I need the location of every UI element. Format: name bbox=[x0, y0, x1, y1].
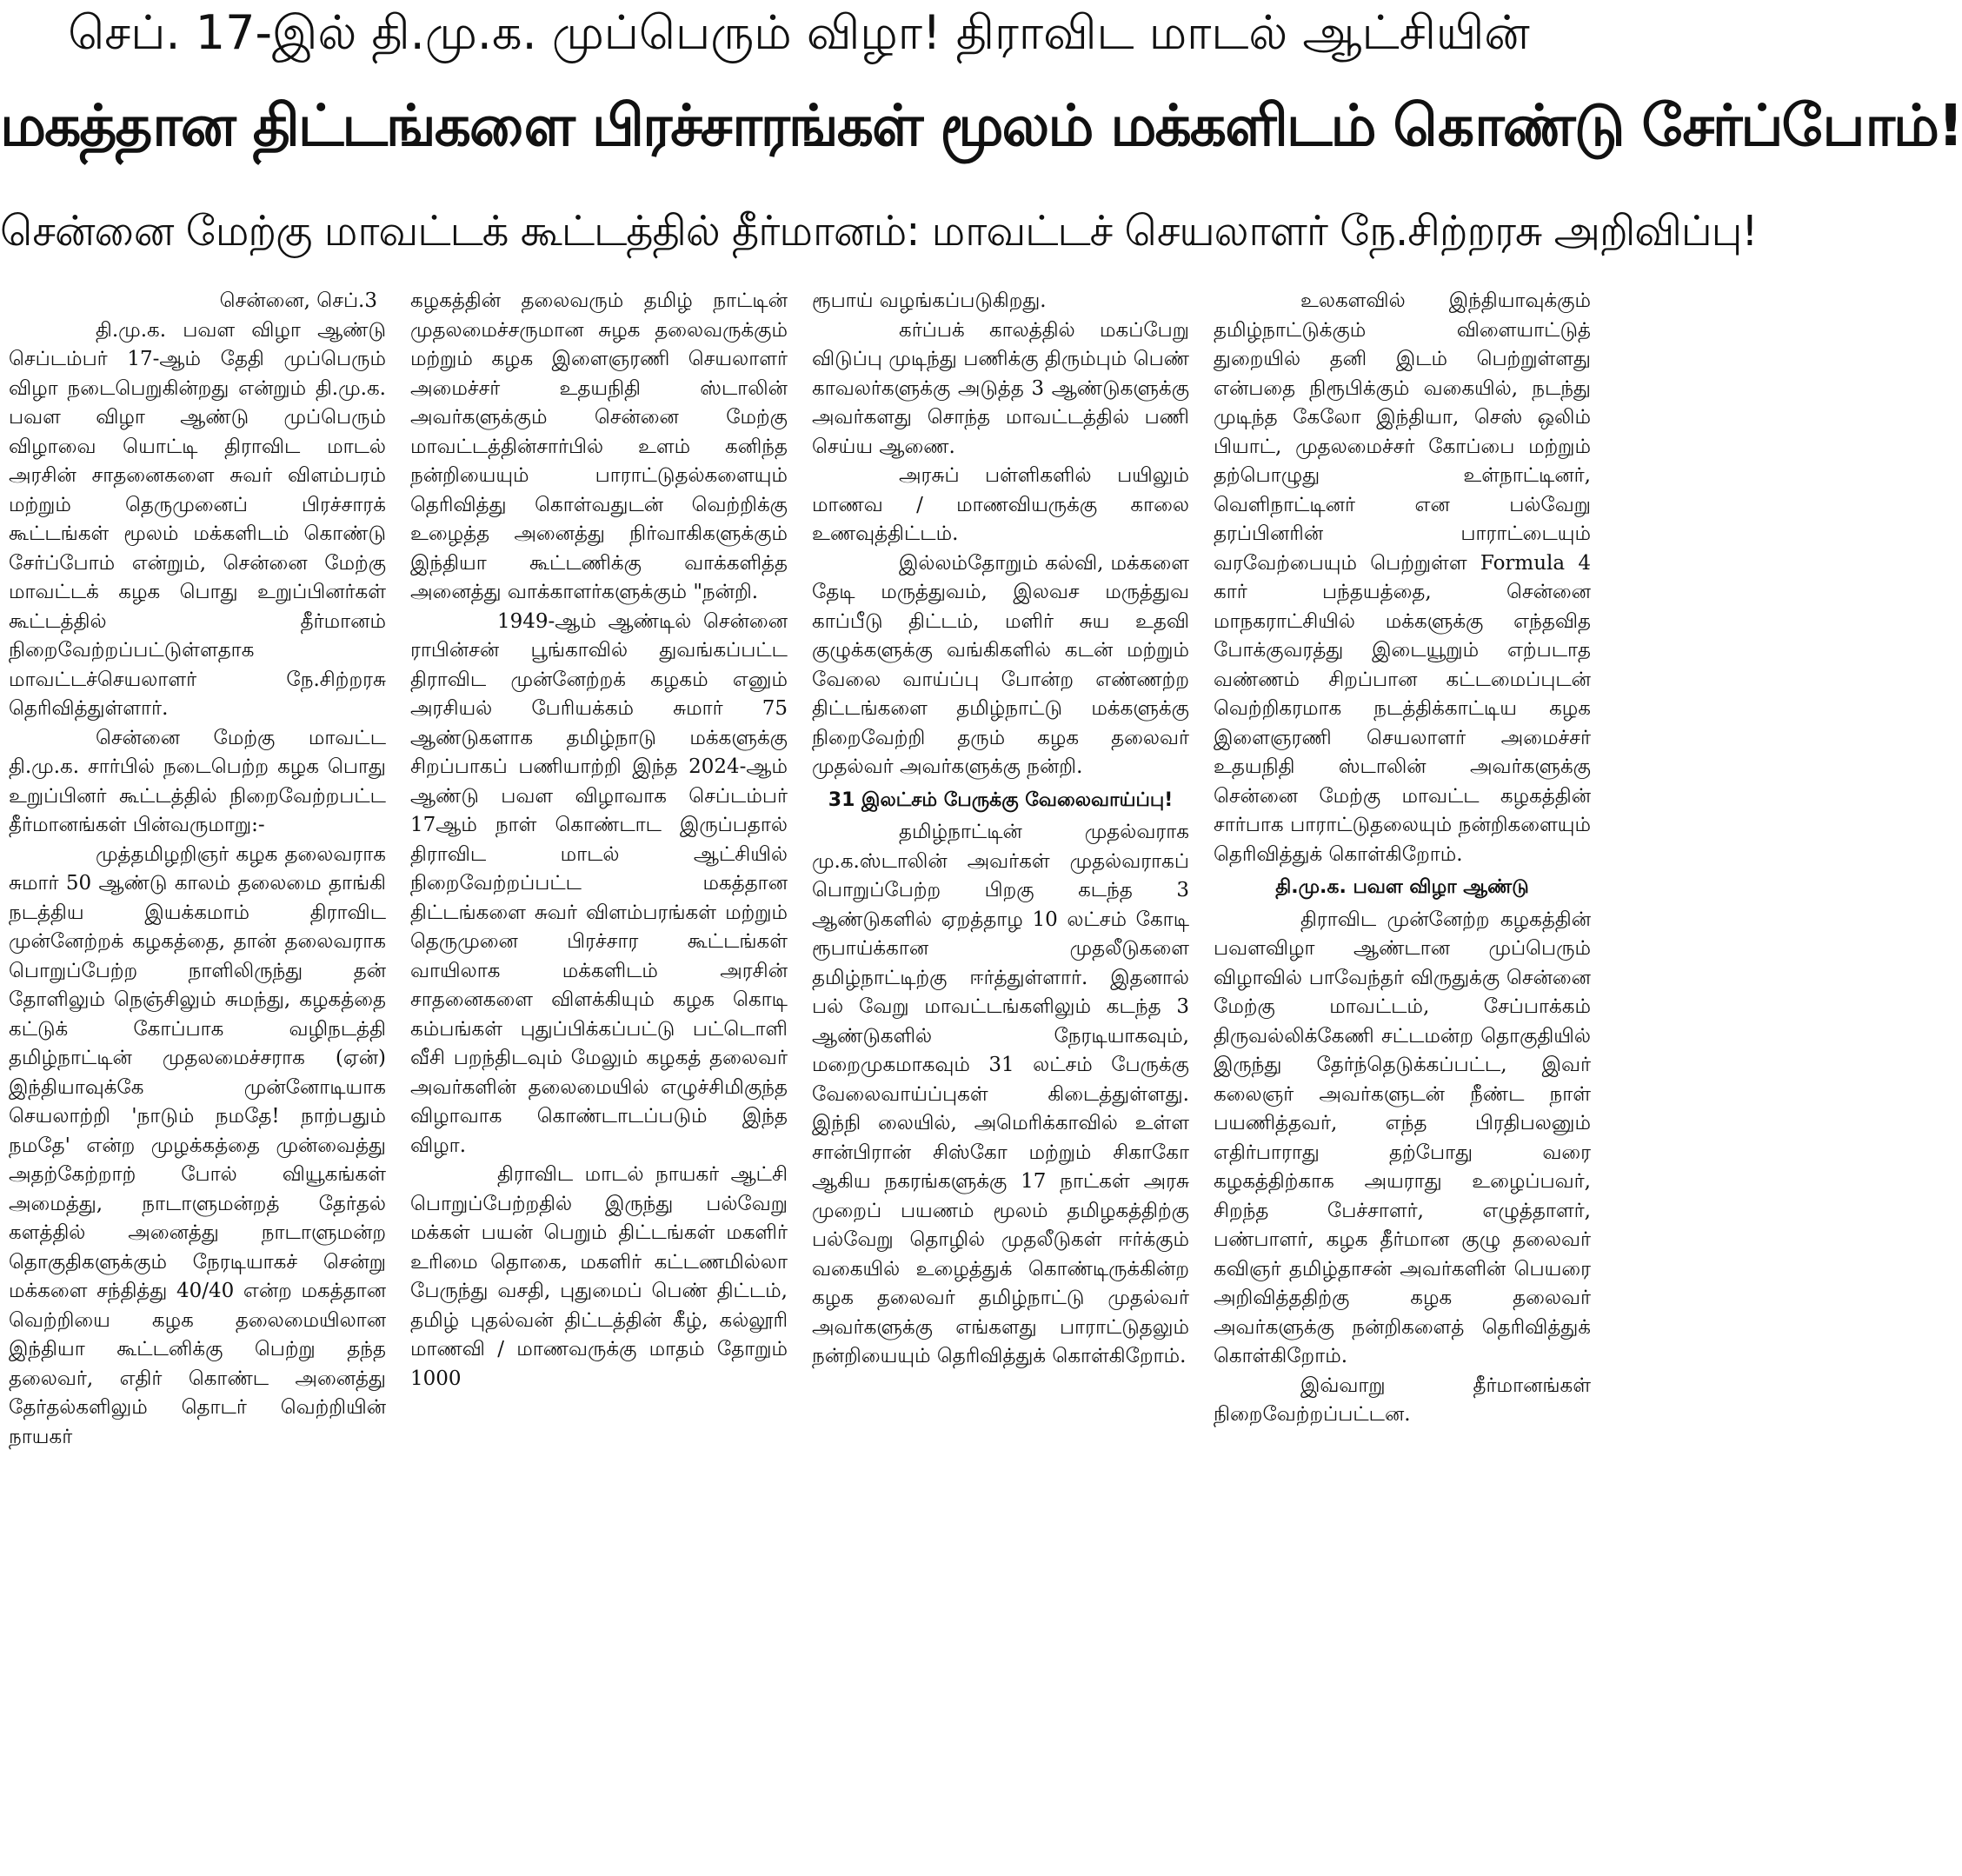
paragraph: இவ்வாறு தீர்மானங்கள் நிறைவேற்றப்பட்டன. bbox=[1214, 1374, 1591, 1426]
paragraph: திராவிட மாடல் நாயகர் ஆட்சி பொறுப்பேற்றதில் இருந்து பல்வேறு மக்கள் பயன் பெறும் திட்டங்கள் மகளிர் உரிமை தொகை, மகளிர் கட்டணமில்லா பேருந்து வசதி, புதுமைப் பெண் திட்டம், தமிழ் புதல்வன் திட்டத்தின் கீழ், கல்லூரி மாணவி / மாணவருக்கு மாதம் தோறும் 1000 bbox=[410, 1163, 788, 1390]
column-3 bbox=[812, 287, 1189, 1871]
headline-line-2: மகத்தான திட்டங்களை பிரச்சாரங்கள் மூலம் மக்களிடம் கொண்டு சேர்ப்போம்! bbox=[0, 92, 1962, 159]
paragraph: தமிழ்நாட்டின் முதல்வராக மு.க.ஸ்டாலின் அவர்கள் முதல்வராகப் பொறுப்பேற்ற பிறகு கடந்த 3 ஆண்டுகளில் ஏறத்தாழ 10 லட்சம் கோடி ரூபாய்க்கான முதலீடுகளை தமிழ்நாட்டிற்கு ஈர்த்துள்ளார். இதனால் பல் வேறு மாவட்டங்களிலும் கடந்த 3 ஆண்டுகளில் நேரடியாகவும், மறைமுகமாகவும் 31 லட்சம் பேருக்கு வேலைவாய்ப்புகள் கிடைத்துள்ளது. இந்நி லையில், அமெரிக்காவில் உள்ள சான்பிரான் சிஸ்கோ மற்றும் சிகாகோ ஆகிய நகரங்களுக்கு 17 நாட்கள் அரசு முறைப் பயணம் மூலம் தமிழகத்திற்கு பல்வேறு தொழில் முதலீடுகள் ஈர்க்கும் வகையில் உழைத்துக் கொண்டிருக்கின்ற கழக தலைவர் தமிழ்நாட்டு முதல்வர் அவர்களுக்கு எங்களது பாராட்டுதலும் நன்றியையும் தெரிவித்துக் கொள்கிறோம். bbox=[812, 821, 1189, 1367]
paragraph: கர்ப்பக் காலத்தில் மகப்பேறு விடுப்பு முடிந்து பணிக்கு திரும்பும் பெண் காவலர்களுக்கு அடுத்த 3 ஆண்டுகளுக்கு அவர்களது சொந்த மாவட்டத்தில் பணி செய்ய ஆணை. bbox=[812, 318, 1189, 458]
column-1 bbox=[9, 287, 386, 1871]
column-2 bbox=[410, 287, 788, 1871]
paragraph: உலகளவில் இந்தியாவுக்கும் தமிழ்நாட்டுக்கும் விளையாட்டுத் துறையில் தனி இடம் பெற்றுள்ளது என்பதை நிரூபிக்கும் வகையில், நடந்து முடிந்த கேலோ இந்தியா, செஸ் ஒலிம் பியாட், முதலமைச்சர் கோப்பை மற்றும் தற்பொழுது உள்நாட்டினர், வெளிநாட்டினர் என பல்வேறு தரப்பினரின் பாராட்டையும் வரவேற்பையும் பெற்றுள்ள Formula 4 கார் பந்தயத்தை, சென்னை மாநகராட்சியில் மக்களுக்கு எந்தவித போக்குவரத்து இடையூறும் எற்படாத வண்ணம் சிறப்பான கட்டமைப்புடன் வெற்றிகரமாக நடத்திக்காட்டிய கழக இளைஞரணி செயலாளர் அமைச்சர் உதயநிதி ஸ்டாலின் அவர்களுக்கு சென்னை மேற்கு மாவட்ட கழகத்தின் சார்பாக பாராட்டுதலையும் நன்றிகளையும் தெரிவித்துக் கொள்கிறோம். bbox=[1214, 289, 1591, 866]
headline-line-1: செப். 17-இல் தி.மு.க. முப்பெரும் விழா! திராவிட மாடல் ஆட்சியின் bbox=[68, 5, 1530, 60]
column-4 bbox=[1214, 287, 1591, 1871]
paragraph: இல்லம்தோறும் கல்வி, மக்களை தேடி மருத்துவம், இலவச மருத்துவ காப்பீடு திட்டம், மளிர் சுய உதவி குழுக்களுக்கு வங்கிகளில் கடன் மற்றும் வேலை வாய்ப்பு போன்ற எண்ணற்ற திட்டங்களை தமிழ்நாட்டு மக்களுக்கு நிறைவேற்றி தரும் கழக தலைவர் முதல்வர் அவர்களுக்கு நன்றி. bbox=[812, 551, 1189, 778]
paragraph: சென்னை மேற்கு மாவட்ட தி.மு.க. சார்பில் நடைபெற்ற கழக பொது உறுப்பினர் கூட்டத்தில் நிறைவேற்றபட்ட தீர்மானங்கள் பின்வருமாறு:- bbox=[9, 726, 386, 836]
paragraph: முத்தமிழறிஞர் கழக தலைவராக சுமார் 50 ஆண்டு காலம் தலைமை தாங்கி நடத்திய இயக்கமாம் திராவிட முன்னேற்றக் கழகத்தை, தான் தலைவராக பொறுப்பேற்ற நாளிலிருந்து தன் தோளிலும் நெஞ்சிலும் சுமந்து, கழகத்தை கட்டுக் கோப்பாக வழிநடத்தி தமிழ்நாட்டின் முதலமைச்சராக (ஏன்) இந்தியாவுக்கே முன்னோடியாக செயலாற்றி 'நாடும் நமதே! நாற்பதும் நமதே' என்ற முழக்கத்தை முன்வைத்து அதற்கேற்றாற் போல் வியூகங்கள் அமைத்து, நாடாளுமன்றத் தேர்தல் களத்தில் அனைத்து நாடாளுமன்ற தொகுதிகளுக்கும் நேரடியாகச் சென்று மக்களை சந்தித்து 40/40 என்ற மகத்தான வெற்றியை கழக தலைமையிலான இந்தியா கூட்டனிக்கு பெற்று தந்த தலைவர், எதிர் கொண்ட அனைத்து தேர்தல்களிலும் தொடர் வெற்றியின் நாயகர் bbox=[9, 842, 386, 1448]
subheading: 31 இலட்சம் பேருக்கு வேலைவாய்ப்பு! bbox=[828, 788, 1174, 811]
paragraph: 1949-ஆம் ஆண்டில் சென்னை ராபின்சன் பூங்காவில் துவங்கப்பட்ட திராவிட முன்னேற்றக் கழகம் எனும் அரசியல் பேரியக்கம் சுமார் 75 ஆண்டுகளாக தமிழ்நாடு மக்களுக்கு சிறப்பாகப் பணியாற்றி இந்த 2024-ஆம் ஆண்டு பவள விழாவாக செப்டம்பர் 17ஆம் நாள் கொண்டாட இருப்பதால் திராவிட மாடல் ஆட்சியில் நிறைவேற்றப்பட்ட மகத்தான திட்டங்களை சுவர் விளம்பரங்கள் மற்றும் தெருமுனை பிரச்சார கூட்டங்கள் வாயிலாக மக்களிடம் அரசின் சாதனைகளை விளக்கியும் கழக கொடி கம்பங்கள் புதுப்பிக்கப்பட்டு பட்டொளி வீசி பறந்திடவும் மேலும் கழகத் தலைவர் அவர்களின் தலைமையில் எழுச்சிமிகுந்த விழாவாக கொண்டாடப்படும் இந்த விழா. bbox=[410, 609, 788, 1157]
paragraph: தி.மு.க. பவள விழா ஆண்டு செப்டம்பர் 17-ஆம் தேதி முப்பெரும் விழா நடைபெறுகின்றது என்றும் தி.மு.க. பவள விழா ஆண்டு முப்பெரும் விழாவை யொட்டி திராவிட மாடல் அரசின் சாதனைகளை சுவர் விளம்பரம் மற்றும் தெருமுனைப் பிரச்சாரக் கூட்டங்கள் மூலம் மக்களிடம் கொண்டு சேர்ப்போம் என்றும், சென்னை மேற்கு மாவட்டக் கழக பொது உறுப்பினர்கள் கூட்டத்தில் தீர்மானம் நிறைவேற்றப்பட்டுள்ளதாக மாவட்டச்செயலாளர் நே.சிற்றரசு தெரிவித்துள்ளார். bbox=[9, 318, 386, 720]
paragraph: அரசுப் பள்ளிகளில் பயிலும் மாணவ / மாணவியருக்கு காலை உணவுத்திட்டம். bbox=[812, 464, 1189, 545]
dateline: சென்னை, செப்.3 bbox=[219, 289, 377, 312]
paragraph: ரூபாய் வழங்கப்படுகிறது. bbox=[812, 289, 1047, 312]
article-columns bbox=[9, 287, 1591, 1871]
paragraph: கழகத்தின் தலைவரும் தமிழ் நாட்டின் முதலமைச்சருமான சுழக தலைவருக்கும் மற்றும் கழக இளைஞரணி செயலாளர் அமைச்சர் உதயநிதி ஸ்டாலின் அவர்களுக்கும் சென்னை மேற்கு மாவட்டத்தின்சார்பில் உளம் கனிந்த நன்றியையும் பாராட்டுதல்களையும் தெரிவித்து கொள்வதுடன் வெற்றிக்கு உழைத்த அனைத்து நிர்வாகிகளுக்கும் இந்தியா கூட்டணிக்கு வாக்களித்த அனைத்து வாக்காளர்களுக்கும் "நன்றி. bbox=[410, 289, 788, 603]
subheading: தி.மு.க. பவள விழா ஆண்டு bbox=[1275, 876, 1529, 898]
headline-line-3: சென்னை மேற்கு மாவட்டக் கூட்டத்தில் தீர்மானம்: மாவட்டச் செயலாளர் நே.சிற்றரசு அறிவிப்பு! bbox=[0, 207, 1758, 256]
paragraph: திராவிட முன்னேற்ற கழகத்தின் பவளவிழா ஆண்டான முப்பெரும் விழாவில் பாவேந்தர் விருதுக்கு சென்னை மேற்கு மாவட்டம், சேப்பாக்கம் திருவல்லிக்கேணி சட்டமன்ற தொகுதியில் இருந்து தேர்ந்தெடுக்கப்பட்ட, இவர் கலைஞர் அவர்களுடன் நீண்ட நாள் பயணித்தவர், எந்த பிரதிபலனும் எதிர்பாராது தற்போது வரை கழகத்திற்காக அயராது உழைப்பவர், சிறந்த பேச்சாளர், எழுத்தாளர், பண்பாளர், கழக தீர்மான குழு தலைவர் கவிஞர் தமிழ்தாசன் அவர்களின் பெயரை அறிவித்ததிற்கு கழக தலைவர் அவர்களுக்கு நன்றிகளைத் தெரிவித்துக் கொள்கிறோம். bbox=[1214, 908, 1591, 1367]
